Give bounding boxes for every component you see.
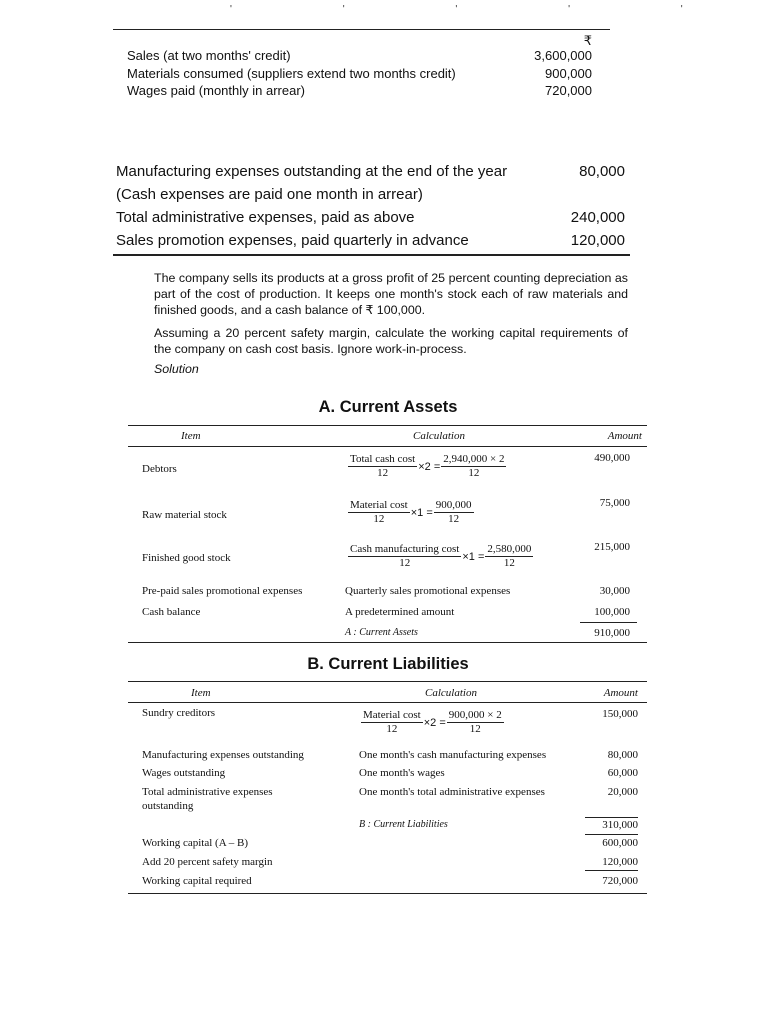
expense-row-amount: 120,000: [570, 232, 625, 249]
assets-header-item: Item: [181, 430, 201, 442]
assets-header-rule: [128, 446, 647, 447]
liabilities-item: Sundry creditors: [142, 707, 216, 719]
problem-paragraph: Assuming a 20 percent safety margin, calculate the working capital requirements of the company on cash cost basis. Ignore work-in-process.: [154, 326, 628, 356]
liabilities-header-amount: Amount: [603, 687, 638, 699]
assets-total-label: A : Current Assets: [345, 627, 418, 638]
assets-subtotal-rule: [580, 622, 637, 623]
fraction-numerator: 2,940,000 × 2: [443, 453, 505, 465]
liabilities-amount: 20,000: [607, 786, 638, 798]
assets-amount: 490,000: [594, 452, 630, 464]
summary-item: Working capital (A – B): [142, 837, 249, 849]
liabilities-header-item: Item: [191, 687, 211, 699]
fraction-numerator: 900,000 × 2: [448, 709, 502, 721]
liabilities-top-rule: [128, 681, 647, 682]
liabilities-item: Wages outstanding: [142, 767, 226, 779]
liabilities-calculation: One month's total administrative expenses: [359, 786, 545, 798]
top-row-amount: 900,000: [545, 66, 592, 81]
assets-amount: 75,000: [599, 497, 630, 509]
assets-header-amount: Amount: [607, 430, 642, 442]
assets-item: Finished good stock: [142, 552, 231, 564]
summary-amount: 720,000: [602, 875, 638, 887]
multiplier: ×1 =: [462, 550, 485, 563]
fraction-numerator: Cash manufacturing cost: [350, 543, 460, 555]
current-assets-title: A. Current Assets: [318, 398, 458, 416]
fraction-numerator: Total cash cost: [350, 453, 416, 465]
expense-row-label: Total administrative expenses, paid as above: [116, 209, 415, 226]
assets-calculation: A predetermined amount: [345, 606, 455, 618]
fraction-numerator: 900,000: [435, 499, 472, 511]
expense-table-rule: [113, 254, 630, 256]
solution-label: Solution: [154, 362, 199, 376]
assets-bottom-rule: [128, 642, 647, 643]
fraction-denominator: 12: [469, 723, 481, 735]
liabilities-bottom-rule: [128, 893, 647, 894]
top-row-amount: 720,000: [545, 83, 592, 98]
fraction-numerator: Material cost: [363, 709, 421, 721]
fraction-denominator: 12: [399, 557, 411, 569]
multiplier: ×2 =: [418, 460, 441, 473]
assets-calculation: Quarterly sales promotional expenses: [345, 585, 511, 597]
liabilities-amount: 60,000: [607, 767, 638, 779]
top-row-label: Sales (at two months' credit): [127, 48, 291, 63]
assets-header-calc: Calculation: [413, 430, 465, 442]
fraction-denominator: 12: [386, 723, 398, 735]
assets-item: Debtors: [142, 463, 177, 475]
fraction-numerator: Material cost: [350, 499, 408, 511]
fraction-denominator: 12: [373, 513, 385, 525]
debtors-calculation: [348, 453, 506, 480]
top-row-amount: 3,600,000: [534, 48, 592, 63]
expense-row-amount: 80,000: [579, 163, 625, 180]
cut-off-header-fragment: ' ' ' ' ': [230, 4, 737, 15]
summary-item: Working capital required: [142, 875, 252, 887]
assets-item: Pre-paid sales promotional expenses: [142, 585, 303, 597]
liabilities-item: Total administrative expenses: [142, 786, 273, 798]
current-liabilities-title: B. Current Liabilities: [307, 655, 469, 673]
problem-paragraph: The company sells its products at a gross profit of 25 percent counting depreciation as part of the cost of production. It keeps one month's stock each of raw materials and finished goods, and a cash balance of ₹ 100,000.: [154, 271, 628, 317]
expense-row-amount: 240,000: [570, 209, 625, 226]
liabilities-item-continued: outstanding: [142, 800, 194, 812]
liabilities-subtotal-rule-top: [585, 817, 638, 818]
rupee-symbol: ₹: [583, 33, 592, 48]
liabilities-total-label: B : Current Liabilities: [359, 819, 448, 830]
top-table-rule: [113, 29, 610, 30]
summary-amount: 600,000: [602, 837, 638, 849]
summary-item: Add 20 percent safety margin: [142, 856, 273, 868]
liabilities-amount: 150,000: [602, 708, 638, 720]
expense-row-label: Manufacturing expenses outstanding at the end of the year: [116, 163, 508, 180]
assets-amount: 215,000: [594, 541, 630, 553]
assets-amount: 30,000: [599, 585, 630, 597]
assets-amount: 100,000: [594, 606, 630, 618]
expense-row-label: (Cash expenses are paid one month in arrear): [116, 186, 423, 203]
fraction-denominator: 12: [377, 467, 389, 479]
liabilities-calculation: One month's wages: [359, 767, 445, 779]
multiplier: ×2 =: [423, 716, 446, 729]
liabilities-subtotal-rule-bottom: [585, 834, 638, 835]
summary-rule: [585, 870, 638, 871]
assets-total-amount: 910,000: [594, 627, 630, 639]
liabilities-amount: 80,000: [607, 749, 638, 761]
assets-item: Raw material stock: [142, 509, 227, 521]
expense-row-label: Sales promotion expenses, paid quarterly in advance: [116, 232, 469, 249]
creditors-calculation: [361, 709, 504, 736]
liabilities-header-rule: [128, 702, 647, 703]
fraction-denominator: 12: [468, 467, 480, 479]
summary-amount: 120,000: [602, 856, 638, 868]
top-row-label: Materials consumed (suppliers extend two months credit): [127, 66, 456, 81]
assets-item: Cash balance: [142, 606, 201, 618]
fraction-denominator: 12: [503, 557, 515, 569]
liabilities-header-calc: Calculation: [425, 687, 477, 699]
liabilities-total-amount: 310,000: [602, 819, 638, 831]
assets-top-rule: [128, 425, 647, 426]
top-row-label: Wages paid (monthly in arrear): [127, 83, 305, 98]
liabilities-item: Manufacturing expenses outstanding: [142, 749, 304, 761]
fraction-numerator: 2,580,000: [487, 543, 532, 555]
liabilities-calculation: One month's cash manufacturing expenses: [359, 749, 547, 761]
raw-material-calculation: [348, 499, 474, 526]
finished-goods-calculation: [348, 543, 533, 570]
multiplier: ×1 =: [410, 506, 433, 519]
fraction-denominator: 12: [448, 513, 460, 525]
